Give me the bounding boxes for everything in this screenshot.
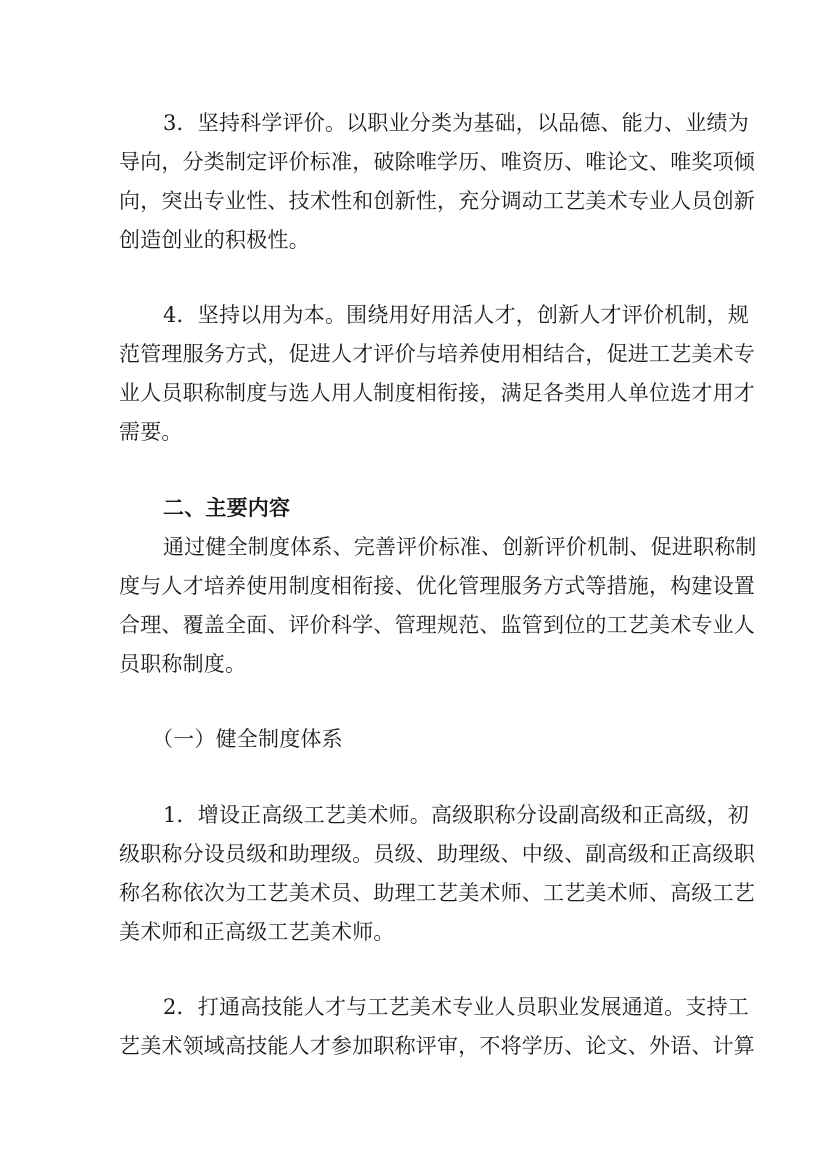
text-line: 导向，分类制定评价标准，破除唯学历、唯资历、唯论文、唯奖项倾 [119,150,755,174]
section-heading: 二、主要内容 [163,496,291,520]
text-line: 4．坚持以用为本。围绕用好用活人才，创新人才评价机制，规 [163,303,749,327]
text-line: 度与人才培养使用制度相衔接、优化管理服务方式等措施，构建设置 [119,574,755,598]
text-line: 2．打通高技能人才与工艺美术专业人员职业发展通道。支持工 [163,995,749,1019]
text-line: 通过健全制度体系、完善评价标准、创新评价机制、促进职称制 [163,535,757,559]
text-line: 业人员职称制度与选人用人制度相衔接，满足各类用人单位选才用才 [119,381,755,405]
text-line: 3．坚持科学评价。以职业分类为基础，以品德、能力、业绩为 [163,111,749,135]
text-line: 级职称分设员级和助理级。员级、助理级、中级、副高级和正高级职 [119,842,755,866]
text-line: 创造创业的积极性。 [119,228,310,252]
text-line: 需要。 [119,420,183,444]
text-line: 合理、覆盖全面、评价科学、管理规范、监管到位的工艺美术专业人 [119,613,755,637]
text-line: 1．增设正高级工艺美术师。高级职称分设副高级和正高级，初 [163,803,749,827]
subsection-heading: （一）健全制度体系 [152,727,343,751]
text-line: 员职称制度。 [119,652,247,676]
text-line: 范管理服务方式，促进人才评价与培养使用相结合，促进工艺美术专 [119,342,755,366]
text-line: 向，突出专业性、技术性和创新性，充分调动工艺美术专业人员创新 [119,189,755,213]
text-line: 美术师和正高级工艺美术师。 [119,920,395,944]
text-line: 艺美术领域高技能人才参加职称评审，不将学历、论文、外语、计算 [119,1034,755,1058]
text-line: 称名称依次为工艺美术员、助理工艺美术师、工艺美术师、高级工艺 [119,881,755,905]
